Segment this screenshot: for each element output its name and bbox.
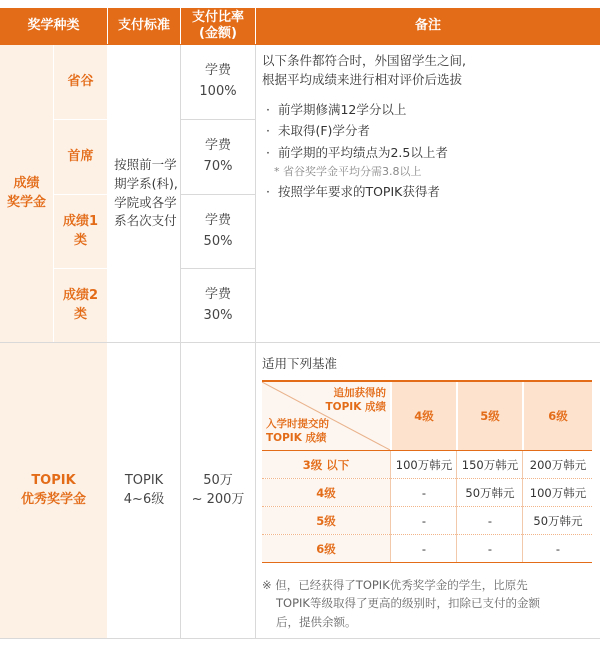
corner-top-label: 追加获得的 TOPIK 成绩 [325,387,386,413]
row-value: 200万韩元 [529,457,587,472]
rate-label: 学费 [204,63,231,79]
row-value: - [421,513,427,528]
row-value: - [421,485,427,500]
row-label: 4级 [262,479,390,506]
topik-grade-table [262,380,592,570]
corner-bottom-label: 入学时提交的 TOPIK 成绩 [266,418,329,444]
subcategory-label: 省谷 [67,73,94,89]
topik-footnote [262,576,596,631]
rate-seonggok [181,45,255,119]
row-value: 50万韩元 [533,513,583,528]
rate-grade1 [181,195,255,268]
row-value: 150万韩元 [461,457,519,472]
row-value: - [487,541,493,556]
rate-label: 学费 [204,286,231,302]
topik-category-line1: TOPIK [31,472,76,488]
remarks-bullet: · 前学期修满12学分以上 [266,101,407,117]
rate-value: 30% [203,307,233,323]
rate-value: 70% [203,159,233,174]
header-scholarship-type: 奖学种类 [0,8,107,44]
subcategory-top [54,120,107,194]
subcategory-label: 成绩2 [62,287,99,303]
subcategory-label: 成绩1 [62,213,99,229]
footnote-line1: ※ 但，已经获得了TOPIK优秀奖学金的学生，比原先 [262,578,528,592]
header-ratio-line2: (金额) [199,26,237,41]
remarks-bullet: · 未取得(F)学分者 [266,123,370,138]
subcategory-grade1 [54,195,107,268]
header-payment-standard: 支付标准 [108,8,180,44]
performance-payment-standard [108,45,180,342]
table-corner-cell [262,382,390,450]
performance-category-line1: 成绩 [13,175,40,191]
standard-line2: 期学系(科), [114,175,178,191]
topik-amount-line1: 50万 [203,473,233,489]
header-payment-ratio [181,8,255,44]
subcategory-label-line2: 类 [73,232,87,248]
topik-amount [181,343,255,638]
rate-grade2 [181,269,255,342]
subcategory-label: 首席 [67,148,94,164]
remarks-intro-line1: 以下条件都符合时，外国留学生之间, [262,53,466,68]
column-header-4: 4级 [392,382,456,450]
row-value: - [555,541,561,556]
remarks-subnote: * 省谷奖学金平均分需3.8以上 [274,165,422,178]
footnote-line3: 后，提供余额。 [276,614,357,629]
table-row [262,451,592,478]
subcategory-label-line2: 类 [73,306,87,322]
performance-scholarship-category [0,45,53,342]
standard-line1: 按照前一学 [114,157,177,172]
topik-amount-line2: ~ 200万 [191,491,245,507]
row-label: 3级 以下 [262,451,390,478]
topik-payment-standard [108,343,180,638]
rate-value: 100% [199,84,237,99]
rate-label: 学费 [204,138,231,154]
row-label: 6级 [262,535,390,562]
topik-note-title: 适用下列基准 [262,356,338,371]
performance-remarks [262,52,596,205]
remarks-bullet: · 前学期的平均绩点为2.5以上者 [266,144,448,160]
topik-standard-line2: 4~6级 [123,491,165,507]
column-header-6: 6级 [524,382,592,450]
rate-value: 50% [203,233,233,249]
header-ratio-line1: 支付比率 [191,9,244,25]
topik-scholarship-category [0,343,107,638]
table-row [262,507,592,534]
subcategory-grade2 [54,269,107,342]
column-header-5: 5级 [458,382,522,450]
standard-line4: 系名次支付 [114,213,177,229]
row-value: 50万韩元 [465,485,515,500]
table-row [262,535,592,562]
table-row [262,479,592,506]
row-value: - [487,513,493,528]
subcategory-seonggok [54,45,107,119]
row-label: 5级 [262,507,390,534]
topik-category-line2: 优秀奖学金 [20,491,86,507]
rate-label: 学费 [204,212,231,228]
topik-standard-line1: TOPIK [124,473,164,489]
footnote-line2: TOPIK等级取得了更高的级别时，扣除已支付的金额 [276,596,540,611]
header-remarks: 备注 [256,8,600,44]
performance-category-line2: 奖学金 [6,194,46,210]
remarks-bullet: · 按照学年要求的TOPIK获得者 [266,184,440,199]
rate-top [181,120,255,194]
row-value: 100万韩元 [529,485,587,500]
row-value: - [421,541,427,556]
row-value: 100万韩元 [395,457,453,472]
standard-line3: 学院或各学 [114,194,177,210]
remarks-intro-line2: 根据平均成绩来进行相对评价后选拔 [262,71,463,87]
